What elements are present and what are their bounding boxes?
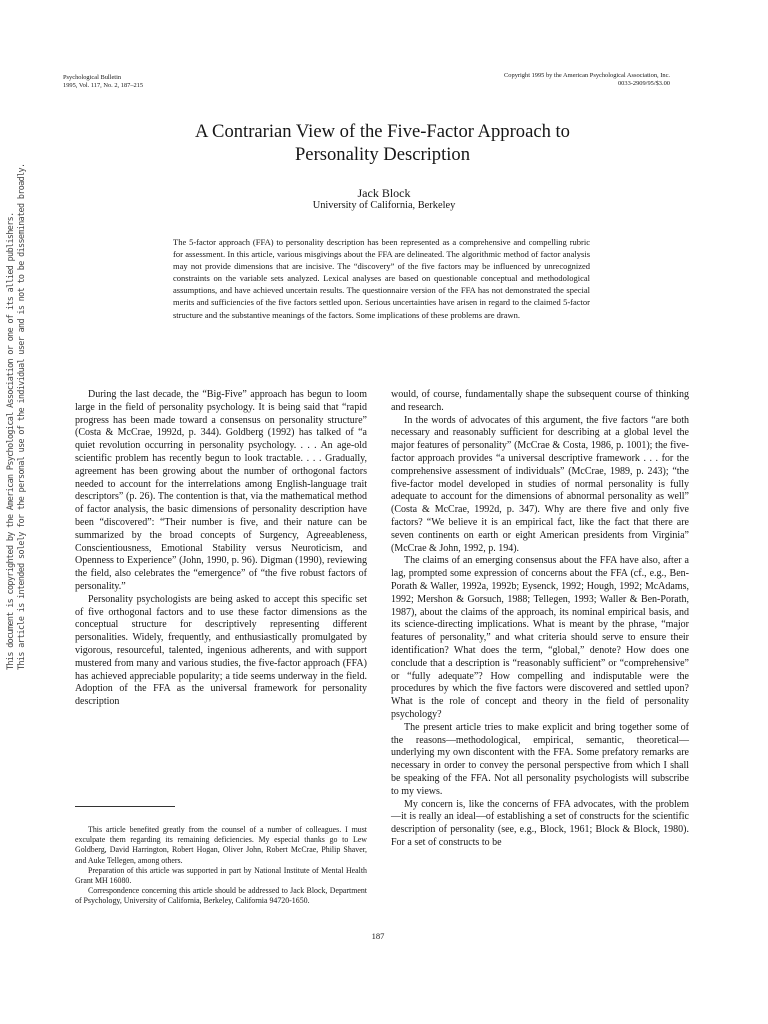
body-column-left [75,389,367,709]
body-column-right [391,389,689,850]
title-line-1: A Contrarian View of the Five-Factor Approach to [195,121,570,142]
journal-citation [63,74,143,90]
side-notice-line-2: This article is intended solely for the personal use of the individual user and is not to be disseminated broadly. [15,163,26,670]
title-line-2: Personality Description [294,144,471,165]
author-name: Jack Block [357,186,411,200]
footnote-divider [75,806,175,807]
body-paragraph: The present article tries to make explicit and bring together some of the reasons—methodological, empirical, semantic, theoretical—underlying my own discontent with the FFA. Some prefatory remarks are necessary in order to convey the personal perspective from which I shall be speaking of the FFA. Not all personality psychologists will subscribe to my views. [391,721,689,797]
footnote-funding: Preparation of this article was supported in part by National Institute of Mental Health Grant MH 16080. [75,865,367,886]
abstract: The 5-factor approach (FFA) to personality description has been represented as a comprehensive and compelling rubric for assessment. In this article, various misgivings about the FFA are delineated. The algorithmic method of factor analysis may not provide dimensions that are incisive. The “discovery” of the five factors may be influenced by unrecognized constraints on the variable sets analyzed. Lexical analyses are based on questionable conceptual and methodological assumptions, and have achieved uncertain results. The questionnaire version of the FFA has not demonstrated the special merits and sufficiencies of the five factors settled upon. Serious uncertainties have arisen in regard to the claimed 5-factor structure and the substantive meanings of the factors. Some implications of these problems are drawn. [173,237,590,320]
body-paragraph: During the last decade, the “Big-Five” approach has begun to loom large in the field of personality psychology. It is being said that “rapid progress has been made toward a consensus on personality structure” (Costa & McCrae, 1992d, p. 344). Goldberg (1992) has talked of “a quiet revolution occurring in personality psychology. . . . An age-old scientific problem has recently begun to look tractable. . . . Gradually, agreement has been growing about the number of orthogonal factors needed to account for the interrelations among English-language trait descriptors” (p. 26). The contention is that, via the mathematical method of factor analysis, the basic dimensions of personality description have been “discovered”: “Their number is five, and their nature can be summarized by the broad concepts of Surgency, Agreeableness, Conscientiousness, Emotional Stability versus Neuroticism, and Openness to Experience” (John, 1990, p. 96). Digman (1990), reviewing the field, also celebrates the “emergence” of “the five robust factors of personality.” [75,389,367,592]
copyright-notice [504,72,670,88]
body-paragraph: would, of course, fundamentally shape the subsequent course of thinking and research. [391,389,689,413]
copyright-line: Copyright 1995 by the American Psychological Association, Inc. [504,72,670,79]
author-affiliation: University of California, Berkeley [312,200,456,211]
footnotes [75,825,367,907]
journal-name: Psychological Bulletin [63,74,122,81]
copyright-side-notice [5,163,26,670]
footnote-acknowledgment: This article benefited greatly from the counsel of a number of colleagues. I must exculpate them regarding its remaining deficiencies. My especial thanks go to Lew Goldberg, David Harrington, Robert Hogan, Oliver John, Robert McCrae, Philip Shaver, and Auke Tellegen, among others. [75,825,367,865]
volume-issue: 1995, Vol. 117, No. 2, 187–215 [63,82,144,89]
body-paragraph: My concern is, like the concerns of FFA advocates, with the problem—it is really an ideal—of establishing a set of constructs for the scientific description of personality (see, e.g., Block, 1961; Block & Block, 1980). For a set of constructs to be [391,798,689,848]
body-paragraph: The claims of an emerging consensus about the FFA have also, after a lag, prompted some expression of concerns about the FFA (cf., e.g., Ben-Porath & Waller, 1992a, 1992b; Eysenck, 1992; Hough, 1992; McAdams, 1992; Mershon & Gorsuch, 1988; Tellegen, 1993; Waller & Ben-Porath, 1987), about the claims of the approach, its nominal empirical basis, and its science-directing implications. What is meant by the phrase, “major features of personality,” and what criteria should serve to ensure their identification? What does the term, “global,” denote? How does one conclude that a description is “reasonably sufficient” or “comprehensive” or “fully adequate”? How compelling and indisputable were the procedures by which the five factors were discovered and settled upon? What is the role of concept and theory in the field of personality psychology? [391,555,689,720]
body-paragraph: In the words of advocates of this argument, the five factors “are both necessary and reasonably sufficient for describing at a global level the major features of personality” (McCrae & Costa, 1986, p. 1001); the five-factor approach provides “a universal descriptive framework . . . for the comprehensive assessment of individuals” (McCrae, 1989, p. 243); “the five-factor model developed in studies of normal personality is fully adequate to account for the dimensions of abnormal personality as well” (Costa & McCrae, 1992d, p. 347). Why are there five and only five factors? “We believe it is an empirical fact, like the fact that there are seven continents on earth or eight American presidents from Virginia” (McCrae & John, 1992, p. 194). [391,414,689,554]
article-title [130,120,635,166]
side-notice-line-1: This document is copyrighted by the American Psychological Association or one of its allied publishers. [5,212,15,670]
body-paragraph: Personality psychologists are being asked to accept this specific set of five orthogonal factors and to use these factor dimensions as the conceptual structure for descriptively representing different personalities. Widely, frequently, and enthusiastically promulgated by vigorous, resourceful, talented, ingenious adherents, and with support mustered from many and various studies, the five-factor approach (FFA) has achieved appreciable popularity; a tide seems underway in the field. Adoption of the FFA as the universal framework for personality description [75,593,367,708]
footnote-correspondence: Correspondence concerning this article should be addressed to Jack Block, Department of Psychology, University of California, Berkeley, California 94720-1650. [75,886,367,906]
page-number: 187 [371,931,385,941]
issn-price: 0033-2909/95/$3.00 [617,80,670,87]
